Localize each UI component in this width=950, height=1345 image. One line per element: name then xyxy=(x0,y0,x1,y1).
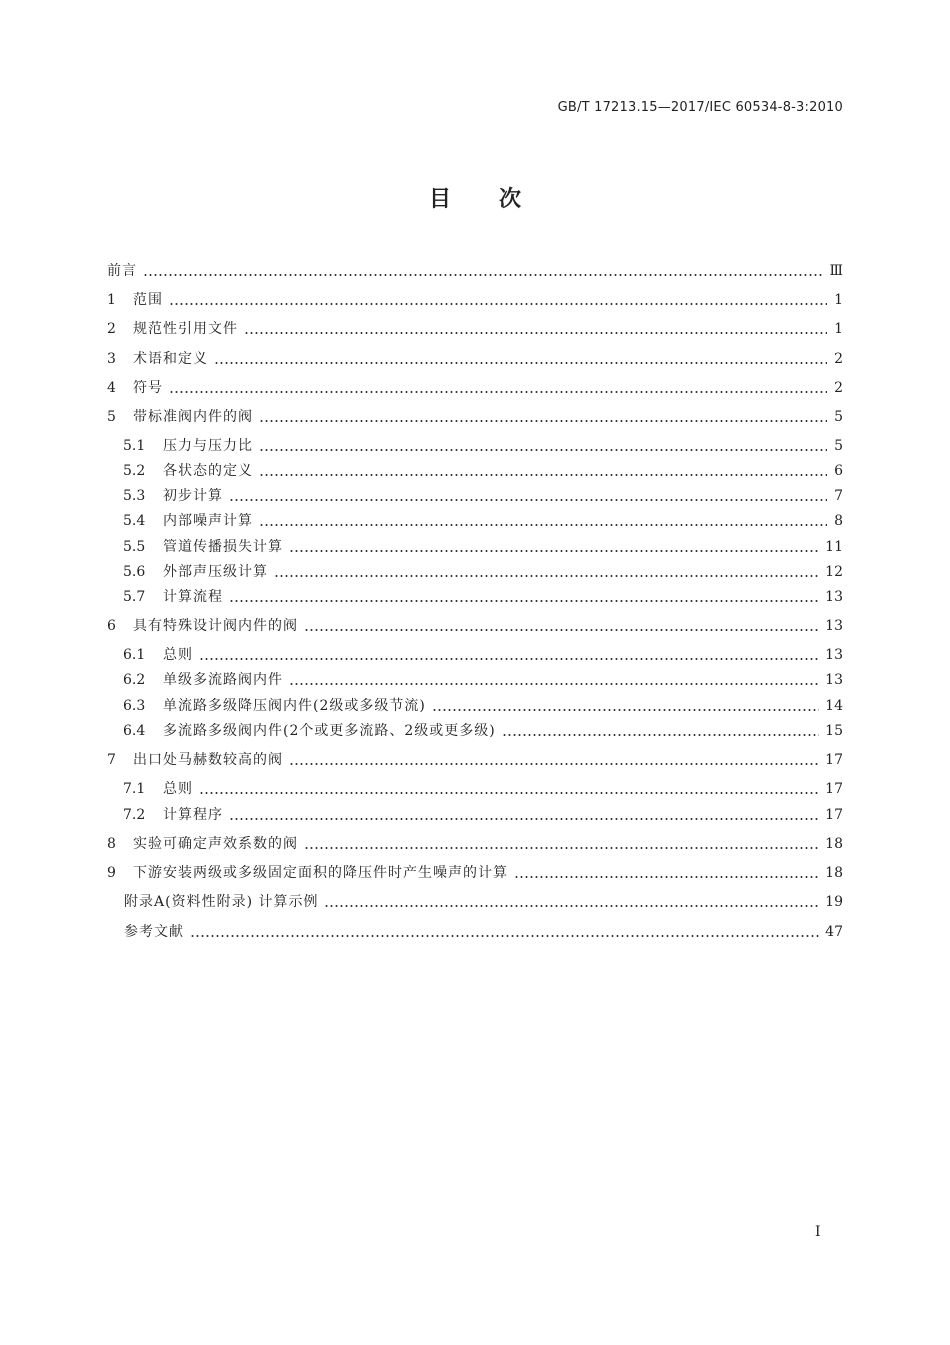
toc-entry-title: 压力与压力比 xyxy=(163,438,253,454)
toc-entry-page: 1 xyxy=(834,292,843,308)
toc-entry-title: 单流路多级降压阀内件(2级或多级节流) xyxy=(163,698,426,714)
toc-entry-page: 1 xyxy=(834,321,843,337)
toc-entry-page: 13 xyxy=(825,589,843,605)
toc-entry-5-7[interactable] xyxy=(107,587,843,607)
toc-entry-7-1[interactable] xyxy=(107,779,843,799)
toc-entry-7[interactable] xyxy=(107,750,843,770)
toc-entry-1[interactable] xyxy=(107,290,843,310)
toc-entry-title: 实验可确定声效系数的阀 xyxy=(133,836,298,852)
toc-entry-number: 7 xyxy=(107,752,116,768)
toc-entry-number: 5.1 xyxy=(123,438,146,454)
toc-entry-title: 多流路多级阀内件(2个或更多流路、2级或更多级) xyxy=(163,723,496,739)
toc-leader-dots xyxy=(274,575,819,577)
toc-entry-bibliography[interactable] xyxy=(107,922,843,942)
toc-entry-page: 5 xyxy=(834,409,843,425)
toc-entry-page: 15 xyxy=(825,723,843,739)
toc-leader-dots xyxy=(259,449,827,451)
toc-leader-dots xyxy=(304,629,819,631)
toc-entry-number: 5.7 xyxy=(123,589,146,605)
toc-leader-dots xyxy=(259,524,827,526)
toc-entry-number: 5.6 xyxy=(123,564,146,580)
toc-entry-title: 范围 xyxy=(133,292,163,308)
toc-entry-title: 具有特殊设计阀内件的阀 xyxy=(133,618,298,634)
toc-entry-number: 4 xyxy=(107,380,116,396)
toc-leader-dots xyxy=(289,763,819,765)
toc-leader-dots xyxy=(169,303,827,305)
toc-leader-dots xyxy=(169,391,827,393)
toc-entry-title: 符号 xyxy=(133,380,163,396)
toc-entry-3[interactable] xyxy=(107,349,843,369)
toc-entry-number: 5.5 xyxy=(123,539,146,555)
toc-entry-number: 6 xyxy=(107,618,116,634)
toc-leader-dots xyxy=(502,734,819,736)
toc-entry-page: 17 xyxy=(825,781,843,797)
toc-entry-page: 18 xyxy=(825,836,843,852)
toc-entry-title: 外部声压级计算 xyxy=(163,564,268,580)
toc-entry-page: 5 xyxy=(834,438,843,454)
toc-entry-title: 各状态的定义 xyxy=(163,463,253,479)
toc-entry-page: 2 xyxy=(834,351,843,367)
page-title: 目次 xyxy=(428,187,569,212)
toc-leader-dots xyxy=(229,818,819,820)
toc-leader-dots xyxy=(229,600,819,602)
toc-entry-6[interactable] xyxy=(107,616,843,636)
toc-entry-title: 出口处马赫数较高的阀 xyxy=(133,752,283,768)
toc-entry-5-4[interactable] xyxy=(107,511,843,531)
toc-entry-6-1[interactable] xyxy=(107,645,843,665)
toc-leader-dots xyxy=(199,658,819,660)
toc-entry-5[interactable] xyxy=(107,407,843,427)
page-number: I xyxy=(815,1224,821,1240)
toc-entry-page: 17 xyxy=(825,807,843,823)
toc-entry-page: 13 xyxy=(825,618,843,634)
toc-entry-page: 19 xyxy=(825,894,843,910)
toc-entry-title: 内部噪声计算 xyxy=(163,513,253,529)
toc-entry-number: 6.3 xyxy=(123,698,146,714)
toc-entry-number: 6.2 xyxy=(123,672,146,688)
toc-leader-dots xyxy=(214,362,827,364)
toc-entry-number: 9 xyxy=(107,865,116,881)
toc-entry-number: 6.4 xyxy=(123,723,146,739)
toc-entry-5-5[interactable] xyxy=(107,537,843,557)
toc-entry-page: 11 xyxy=(825,539,843,555)
toc-leader-dots xyxy=(143,274,823,276)
toc-entry-number: 8 xyxy=(107,836,116,852)
toc-entry-page: 12 xyxy=(825,564,843,580)
toc-entry-title: 计算程序 xyxy=(163,807,223,823)
toc-entry-number: 7.1 xyxy=(123,781,146,797)
toc-entry-7-2[interactable] xyxy=(107,805,843,825)
toc-entry-title: 参考文献 xyxy=(124,924,184,940)
toc-entry-annex-a[interactable] xyxy=(107,892,843,912)
toc-entry-title: 初步计算 xyxy=(163,488,223,504)
toc-entry-6-4[interactable] xyxy=(107,721,843,741)
toc-entry-6-3[interactable] xyxy=(107,696,843,716)
toc-entry-page: 14 xyxy=(825,698,843,714)
toc-entry-title: 规范性引用文件 xyxy=(133,321,238,337)
toc-entry-page: 18 xyxy=(825,865,843,881)
toc-entry-number: 5.2 xyxy=(123,463,146,479)
toc-entry-number: 7.2 xyxy=(123,807,146,823)
toc-entry-number: 5 xyxy=(107,409,116,425)
toc-entry-2[interactable] xyxy=(107,319,843,339)
toc-leader-dots xyxy=(190,935,819,937)
toc-leader-dots xyxy=(229,499,827,501)
toc-entry-foreword[interactable] xyxy=(107,261,843,281)
toc-leader-dots xyxy=(244,332,827,334)
toc-entry-number: 6.1 xyxy=(123,647,146,663)
toc-leader-dots xyxy=(259,420,827,422)
toc-entry-5-6[interactable] xyxy=(107,562,843,582)
toc-entry-page: 17 xyxy=(825,752,843,768)
toc-entry-page: 7 xyxy=(834,488,843,504)
toc-entry-5-3[interactable] xyxy=(107,486,843,506)
toc-entry-title: 下游安装两级或多级固定面积的降压件时产生噪声的计算 xyxy=(133,865,508,881)
toc-leader-dots xyxy=(514,876,819,878)
toc-entry-8[interactable] xyxy=(107,834,843,854)
toc-leader-dots xyxy=(289,683,819,685)
toc-entry-title: 单级多流路阀内件 xyxy=(163,672,283,688)
toc-entry-page: 2 xyxy=(834,380,843,396)
toc-entry-number: 1 xyxy=(107,292,116,308)
toc-entry-6-2[interactable] xyxy=(107,670,843,690)
toc-entry-title: 总则 xyxy=(163,781,193,797)
toc-entry-title: 附录A(资料性附录) 计算示例 xyxy=(124,894,319,910)
toc-entry-title: 前言 xyxy=(107,263,137,279)
toc-entry-title: 带标准阀内件的阀 xyxy=(133,409,253,425)
standard-number-header: GB/T 17213.15—2017/IEC 60534-8-3:2010 xyxy=(557,100,843,115)
toc-entry-5-1[interactable] xyxy=(107,436,843,456)
toc-entry-page: 47 xyxy=(825,924,843,940)
toc-entry-page: 13 xyxy=(825,672,843,688)
toc-leader-dots xyxy=(199,792,819,794)
toc-entry-number: 3 xyxy=(107,351,116,367)
toc-entry-page: Ⅲ xyxy=(829,263,843,279)
toc-entry-title: 总则 xyxy=(163,647,193,663)
toc-entry-title: 计算流程 xyxy=(163,589,223,605)
toc-leader-dots xyxy=(324,905,819,907)
toc-entry-number: 5.4 xyxy=(123,513,146,529)
toc-leader-dots xyxy=(289,550,819,552)
toc-entry-title: 术语和定义 xyxy=(133,351,208,367)
toc-leader-dots xyxy=(432,709,819,711)
toc-entry-9[interactable] xyxy=(107,863,843,883)
toc-entry-number: 5.3 xyxy=(123,488,146,504)
toc-entry-number: 2 xyxy=(107,321,116,337)
toc-entry-4[interactable] xyxy=(107,378,843,398)
toc-leader-dots xyxy=(304,847,819,849)
toc-entry-page: 13 xyxy=(825,647,843,663)
toc-entry-5-2[interactable] xyxy=(107,461,843,481)
toc-entry-title: 管道传播损失计算 xyxy=(163,539,283,555)
toc-entry-page: 6 xyxy=(834,463,843,479)
toc-entry-page: 8 xyxy=(834,513,843,529)
toc-leader-dots xyxy=(259,474,827,476)
